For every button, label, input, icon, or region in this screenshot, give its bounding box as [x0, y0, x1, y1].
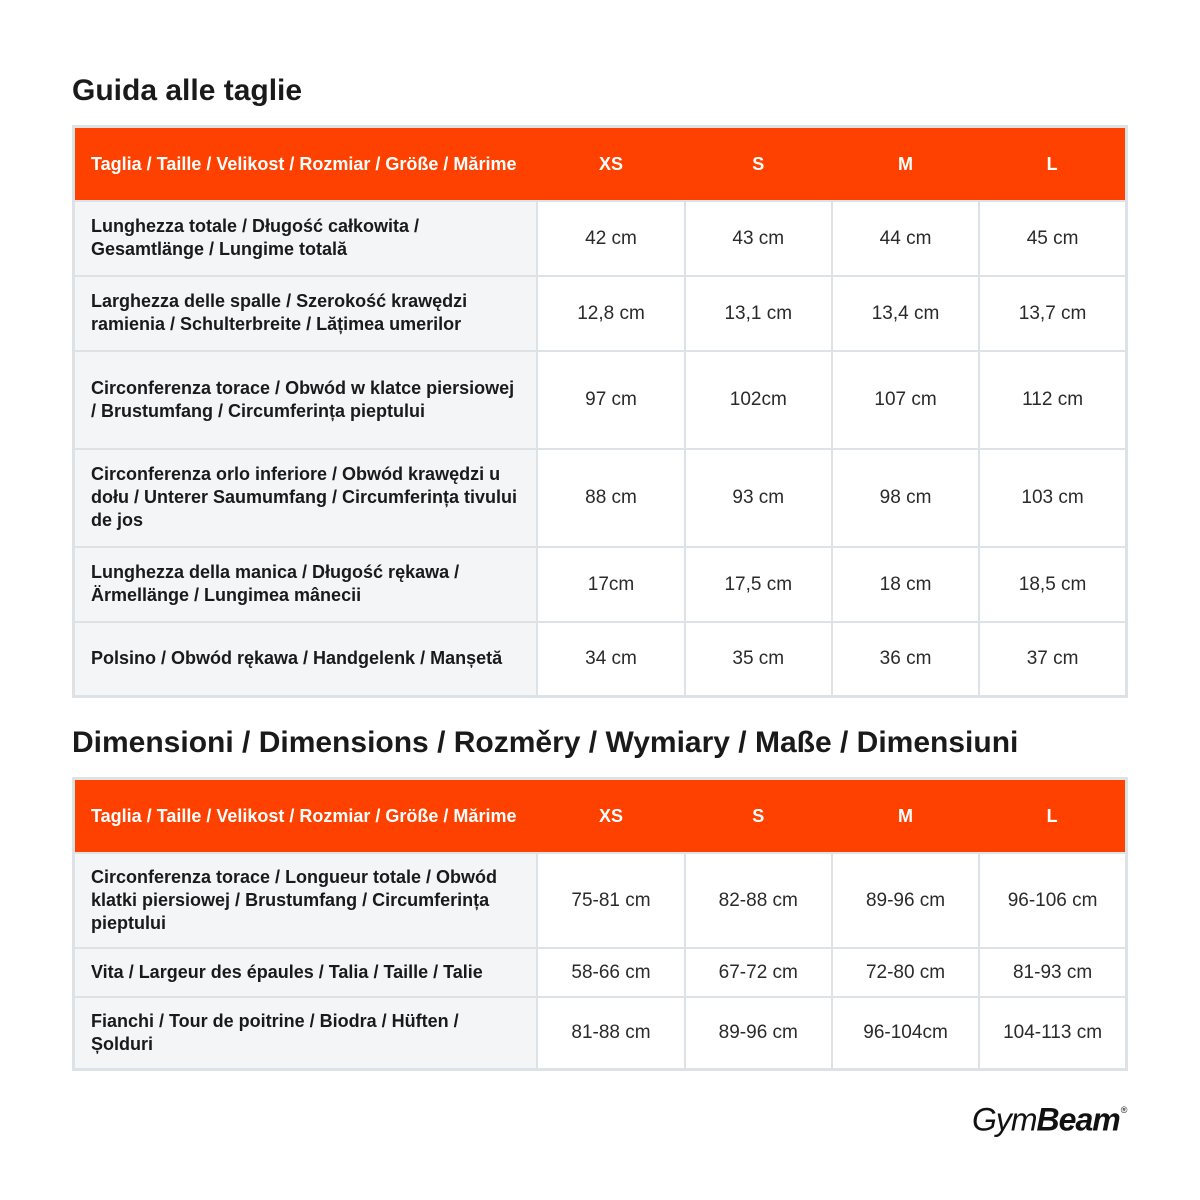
table-cell: 36 cm [832, 622, 979, 697]
table-row [74, 622, 1127, 697]
table-cell: 13,7 cm [979, 276, 1126, 351]
logo-text-gym: Gym [972, 1101, 1037, 1138]
row-label-hips: Fianchi / Tour de poitrine / Biodra / Hüften / Șolduri [74, 997, 538, 1070]
logo-text-beam: Beam [1036, 1101, 1120, 1138]
table-header-row [74, 779, 1127, 853]
size-header-s: S [685, 779, 832, 853]
size-column-header: Taglia / Taille / Velikost / Rozmiar / Größe / Mărime [74, 779, 538, 853]
table-row [74, 351, 1127, 449]
row-label-cuff: Polsino / Obwód rękawa / Handgelenk / Manșetă [74, 622, 538, 697]
table-cell: 34 cm [537, 622, 684, 697]
table-row [74, 201, 1127, 276]
table-cell: 13,1 cm [685, 276, 832, 351]
size-header-m: M [832, 779, 979, 853]
row-label-chest-circumference: Circonferenza torace / Obwód w klatce piersiowej / Brustumfang / Circumferința pieptului [74, 351, 538, 449]
table-row [74, 997, 1127, 1070]
row-label-chest: Circonferenza torace / Longueur totale / Obwód klatki piersiowej / Brustumfang / Circumferința pieptului [74, 853, 538, 948]
size-guide-table [72, 125, 1128, 698]
size-header-xs: XS [537, 127, 684, 201]
table-cell: 72-80 cm [832, 948, 979, 997]
table-cell: 17,5 cm [685, 547, 832, 622]
table-cell: 103 cm [979, 449, 1126, 547]
table-cell: 35 cm [685, 622, 832, 697]
row-label-shoulder-width: Larghezza delle spalle / Szerokość krawędzi ramienia / Schulterbreite / Lățimea umerilor [74, 276, 538, 351]
table-cell: 93 cm [685, 449, 832, 547]
table-cell: 104-113 cm [979, 997, 1126, 1070]
size-guide-title: Guida alle taglie [72, 74, 303, 107]
table-cell: 89-96 cm [832, 853, 979, 948]
table-cell: 17cm [537, 547, 684, 622]
table-cell: 67-72 cm [685, 948, 832, 997]
table-cell: 81-88 cm [537, 997, 684, 1070]
table-cell: 43 cm [685, 201, 832, 276]
table-cell: 102cm [685, 351, 832, 449]
table-cell: 58-66 cm [537, 948, 684, 997]
table-row [74, 449, 1127, 547]
table-cell: 44 cm [832, 201, 979, 276]
table-cell: 112 cm [979, 351, 1126, 449]
size-header-l: L [979, 779, 1126, 853]
size-header-s: S [685, 127, 832, 201]
table-cell: 82-88 cm [685, 853, 832, 948]
table-cell: 18 cm [832, 547, 979, 622]
table-cell: 96-104cm [832, 997, 979, 1070]
table-cell: 75-81 cm [537, 853, 684, 948]
row-label-hem-circumference: Circonferenza orlo inferiore / Obwód krawędzi u dołu / Unterer Saumumfang / Circumferința tivului de jos [74, 449, 538, 547]
table-cell: 88 cm [537, 449, 684, 547]
dimensions-table [72, 777, 1128, 1071]
row-label-total-length: Lunghezza totale / Długość całkowita / Gesamtlänge / Lungime totală [74, 201, 538, 276]
registered-mark: ® [1120, 1105, 1128, 1115]
table-cell: 81-93 cm [979, 948, 1126, 997]
gymbeam-logo [972, 1098, 1127, 1138]
table-cell: 18,5 cm [979, 547, 1126, 622]
table-cell: 98 cm [832, 449, 979, 547]
table-cell: 37 cm [979, 622, 1126, 697]
table-cell: 45 cm [979, 201, 1126, 276]
table-header-row [74, 127, 1127, 201]
row-label-waist: Vita / Largeur des épaules / Talia / Taille / Talie [74, 948, 538, 997]
size-header-m: M [832, 127, 979, 201]
size-header-xs: XS [537, 779, 684, 853]
table-row [74, 547, 1127, 622]
table-cell: 12,8 cm [537, 276, 684, 351]
table-cell: 13,4 cm [832, 276, 979, 351]
table-cell: 97 cm [537, 351, 684, 449]
row-label-sleeve-length: Lunghezza della manica / Długość rękawa / Ärmellänge / Lungimea mânecii [74, 547, 538, 622]
table-cell: 107 cm [832, 351, 979, 449]
table-row [74, 948, 1127, 997]
size-column-header: Taglia / Taille / Velikost / Rozmiar / Größe / Mărime [74, 127, 538, 201]
table-cell: 42 cm [537, 201, 684, 276]
table-row [74, 276, 1127, 351]
dimensions-title: Dimensioni / Dimensions / Rozměry / Wymiary / Maße / Dimensiuni [72, 726, 1019, 759]
table-row [74, 853, 1127, 948]
table-cell: 89-96 cm [685, 997, 832, 1070]
size-header-l: L [979, 127, 1126, 201]
table-cell: 96-106 cm [979, 853, 1126, 948]
